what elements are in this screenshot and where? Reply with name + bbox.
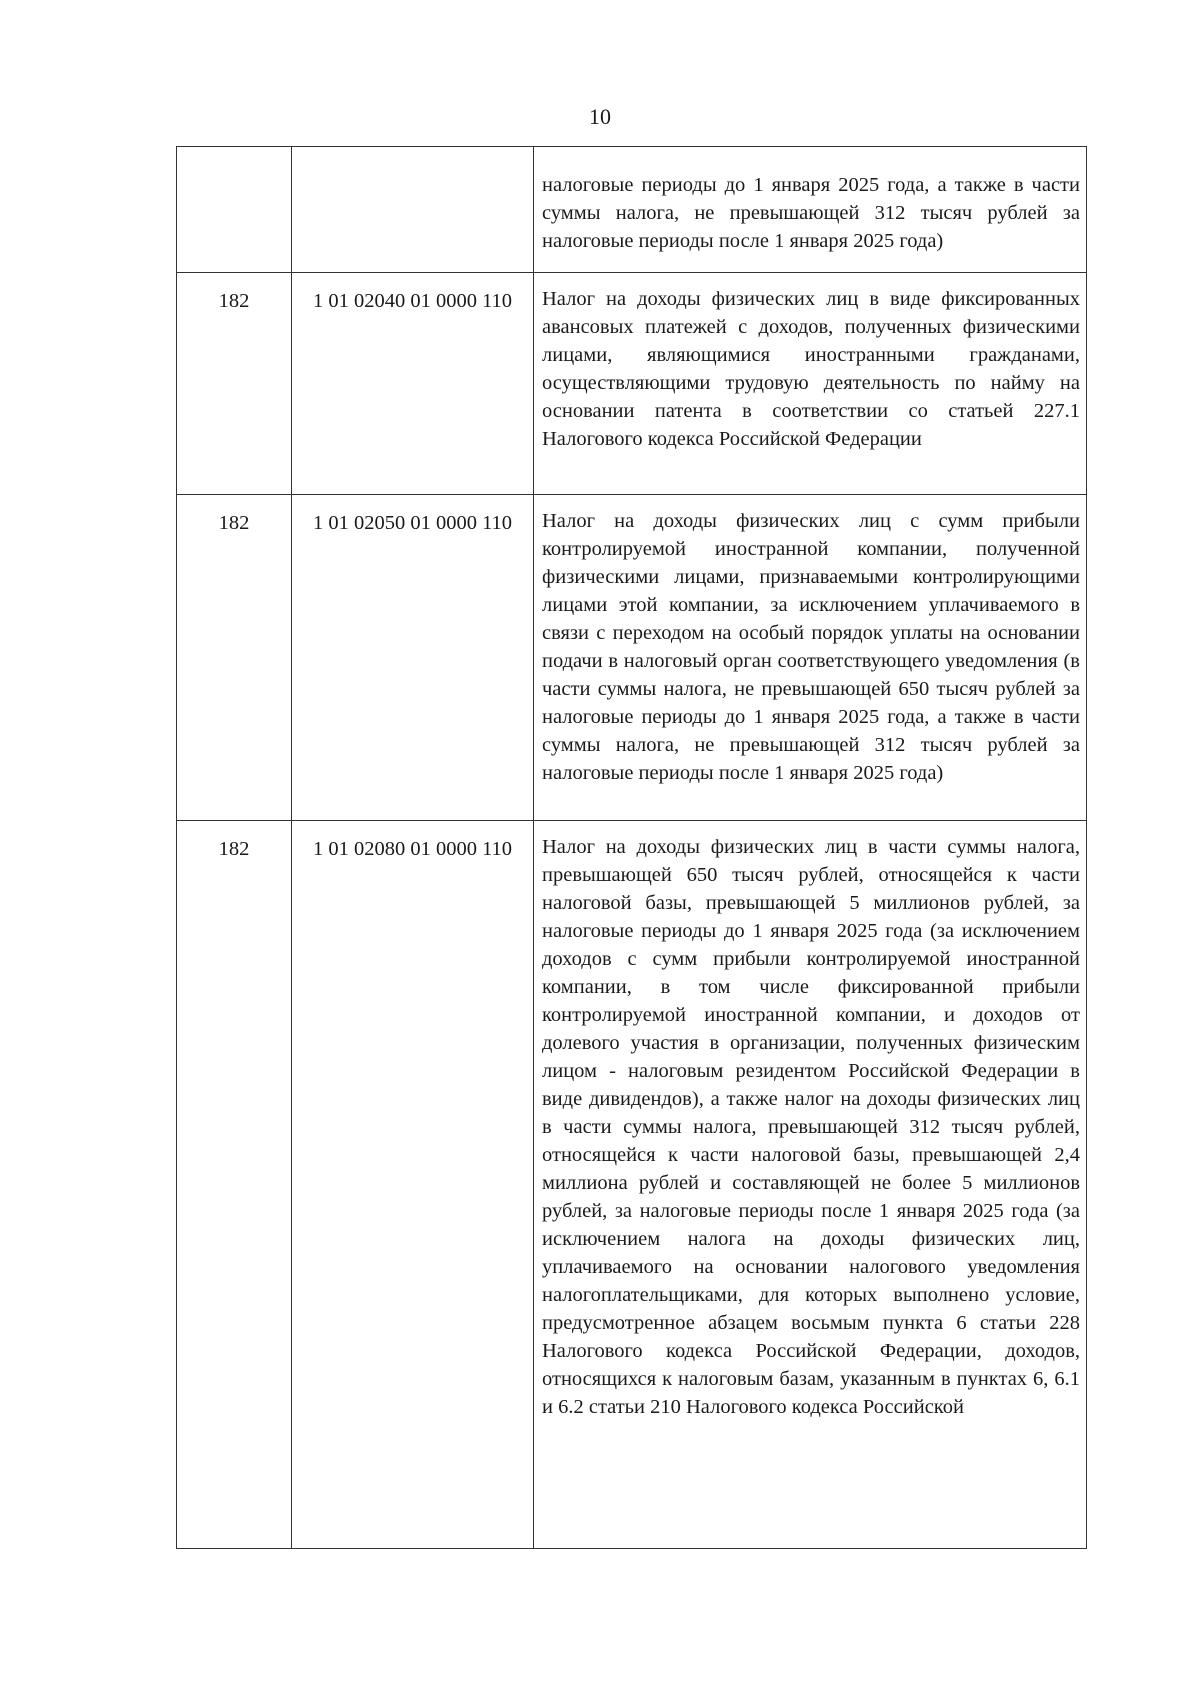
kbk-code-cell: 1 01 02080 01 0000 110 [292,821,534,1549]
kbk-code-cell: 1 01 02050 01 0000 110 [292,495,534,821]
description-cell: Налог на доходы физических лиц с сумм прибыли контролируемой иностранной компании, полученной физическими лицами, признаваемыми контролирующими лицами этой компании, за исключением уплачиваемого в связи с переходом на особый порядок уплаты на основании подачи в налоговый орган соответствующего уведомления (в части суммы налога, не превышающей 650 тысяч рублей за налоговые периоды до 1 января 2025 года, а также в части суммы налога, не превышающей 312 тысяч рублей за налоговые периоды после 1 января 2025 года) [534,495,1087,821]
kbk-code-cell [292,147,534,273]
admin-code-cell: 182 [177,273,292,495]
admin-code-cell: 182 [177,821,292,1549]
table-row [177,821,1087,1549]
table-row [177,273,1087,495]
description-cell: налоговые периоды до 1 января 2025 года, а также в части суммы налога, не превышающей 312 тысяч рублей за налоговые периоды после 1 января 2025 года) [534,147,1087,273]
admin-code-cell: 182 [177,495,292,821]
description-cell: Налог на доходы физических лиц в части суммы налога, превышающей 650 тысяч рублей, относящейся к части налоговой базы, превышающей 5 миллионов рублей, за налоговые периоды до 1 января 2025 года (за исключением доходов с сумм прибыли контролируемой иностранной компании, в том числе фиксированной прибыли контролируемой иностранной компании, и доходов от долевого участия в организации, полученных физическим лицом - налоговым резидентом Российской Федерации в виде дивидендов), а также налог на доходы физических лиц в части суммы налога, превышающей 312 тысяч рублей, относящейся к части налоговой базы, превышающей 2,4 миллиона рублей и составляющей не более 5 миллионов рублей, за налоговые периоды после 1 января 2025 года (за исключением налога на доходы физических лиц, уплачиваемого на основании налогового уведомления налогоплательщиками, для которых выполнено условие, предусмотренное абзацем восьмым пункта 6 статьи 228 Налогового кодекса Российской Федерации, доходов, относящихся к налоговым базам, указанным в пунктах 6, 6.1 и 6.2 статьи 210 Налогового кодекса Российской [534,821,1087,1549]
kbk-code-cell: 1 01 02040 01 0000 110 [292,273,534,495]
table-row [177,147,1087,273]
description-cell: Налог на доходы физических лиц в виде фиксированных авансовых платежей с доходов, полученных физическими лицами, являющимися иностранными гражданами, осуществляющими трудовую деятельность по найму на основании патента в соответствии со статьей 227.1 Налогового кодекса Российской Федерации [534,273,1087,495]
admin-code-cell [177,147,292,273]
revenue-codes-table [176,146,1087,1549]
table-row [177,495,1087,821]
page-number: 10 [589,104,611,129]
